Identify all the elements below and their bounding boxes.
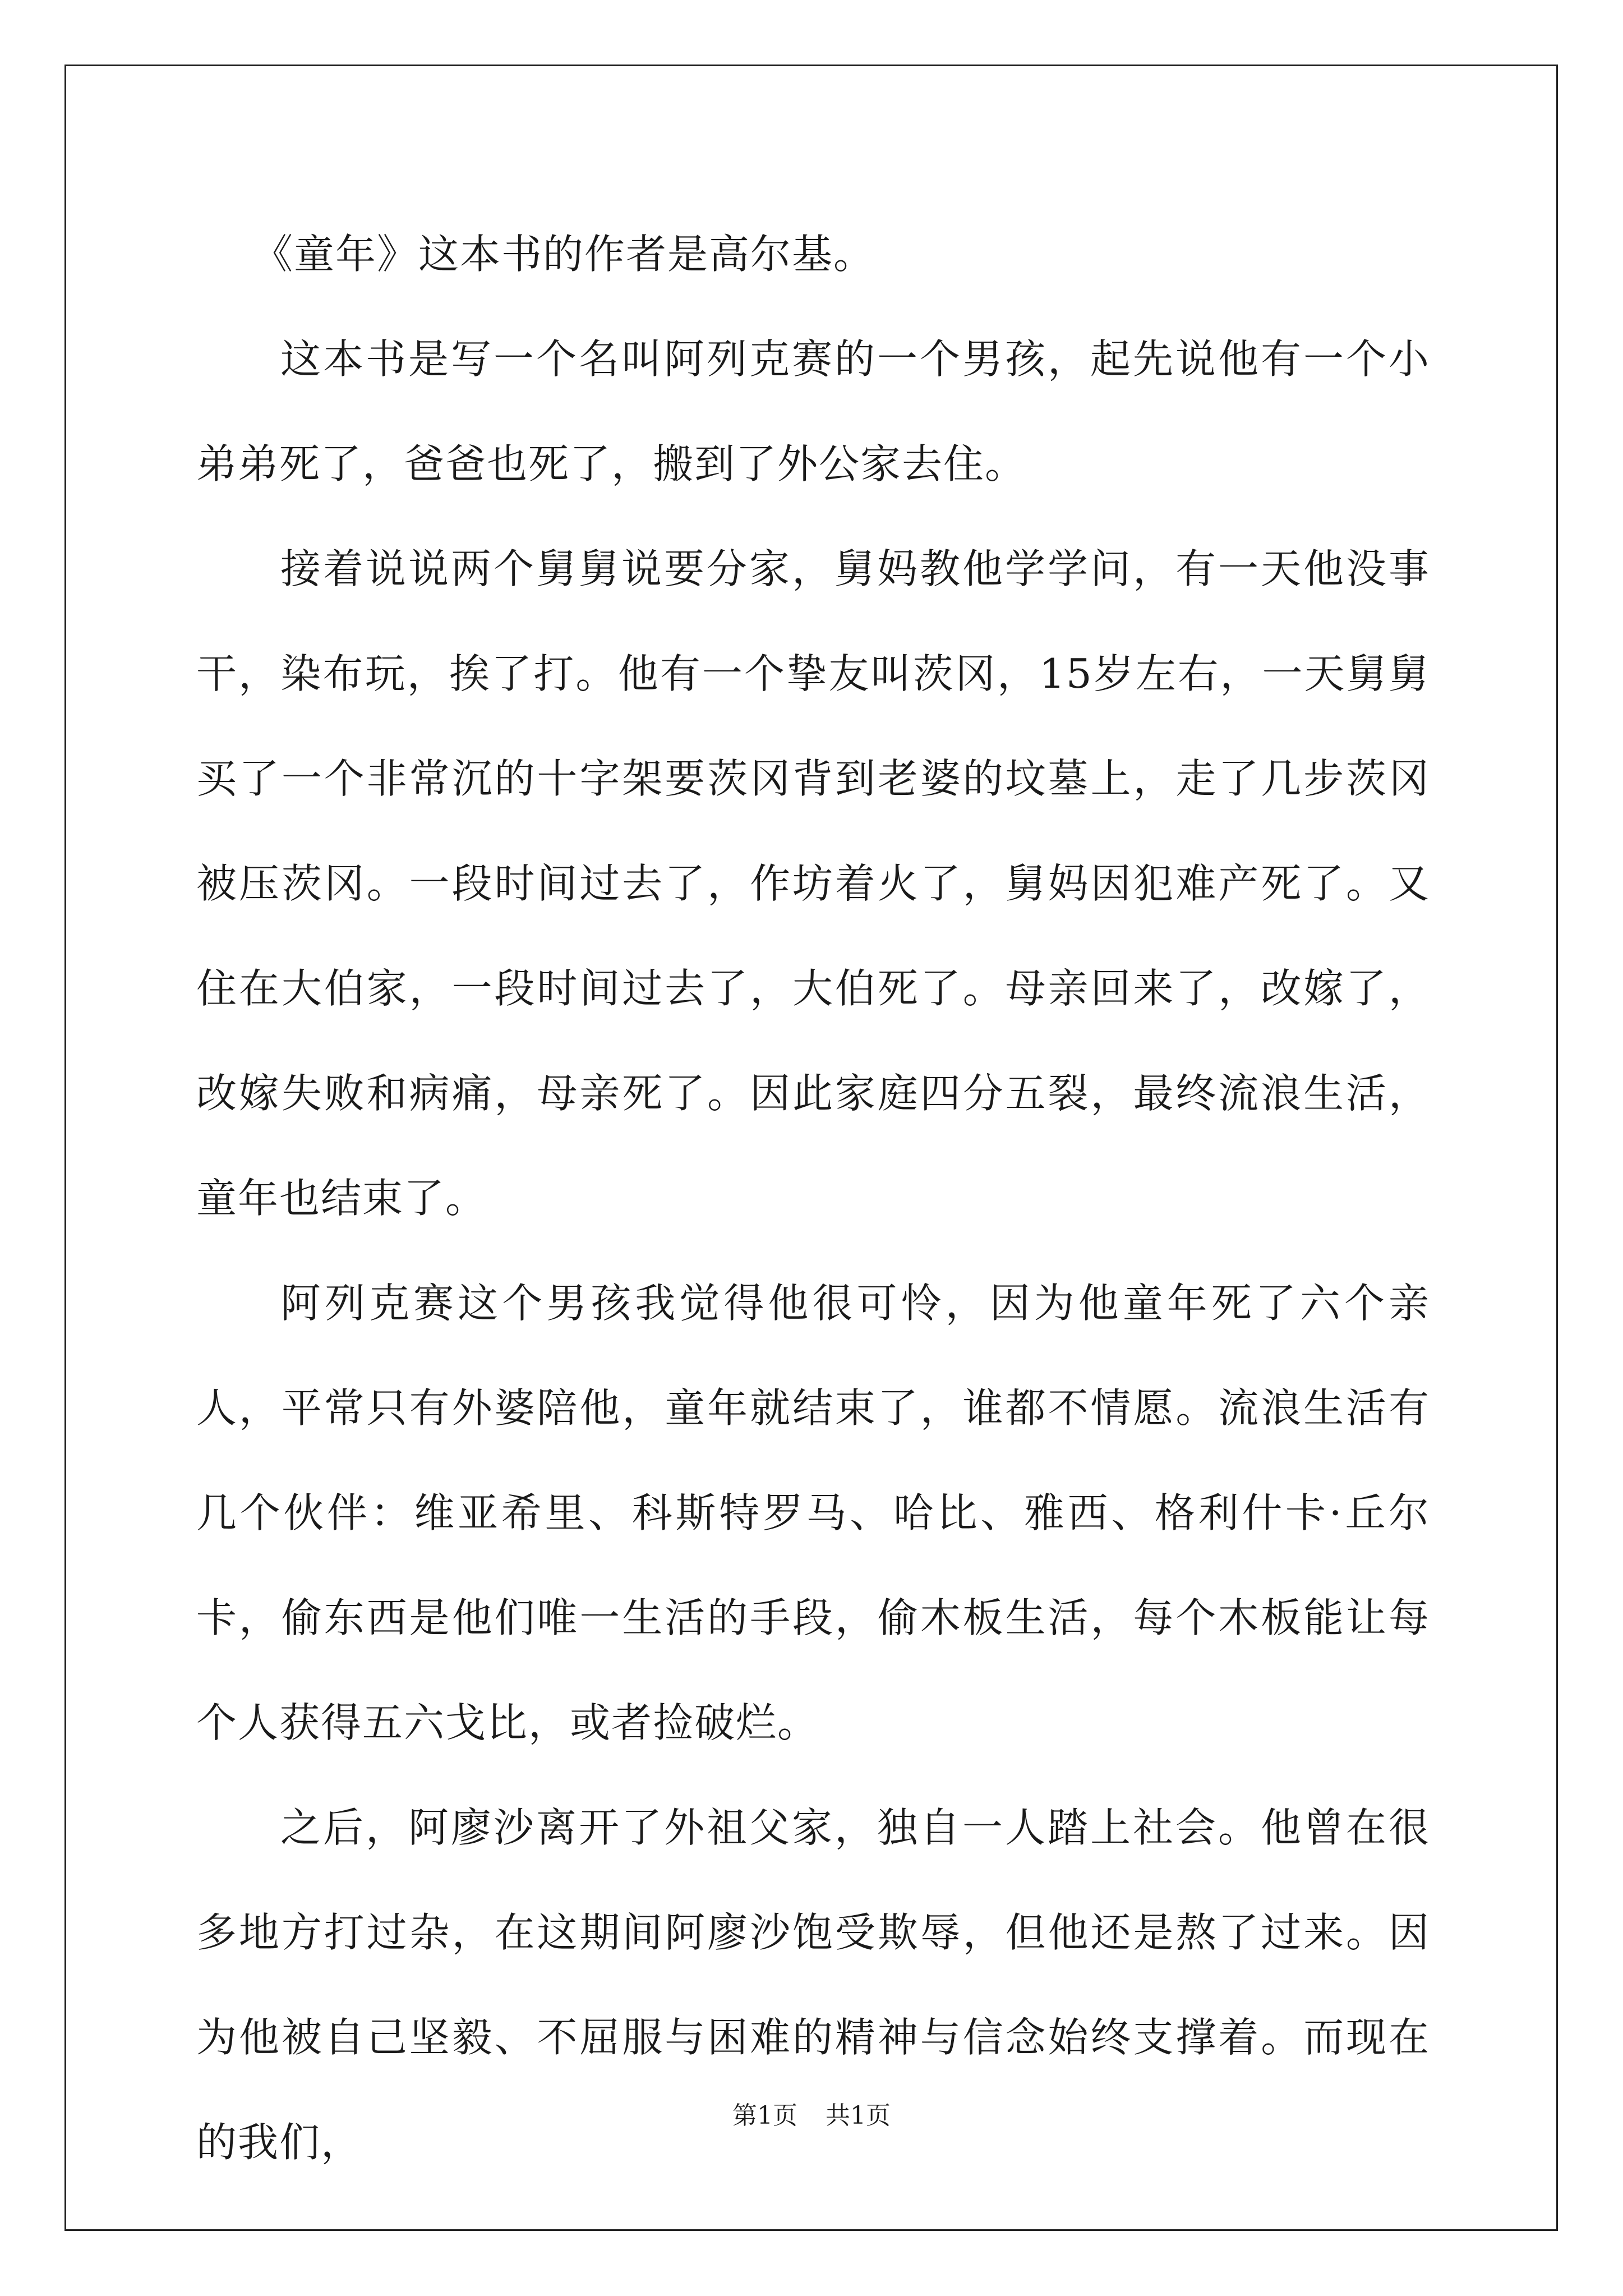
- paragraph-4: 阿列克赛这个男孩我觉得他很可怜，因为他童年死了六个亲人，平常只有外婆陪他，童年就结束了，谁都不情愿。流浪生活有几个伙伴：维亚希里、科斯特罗马、哈比、雅西、格利什卡·丘尔卡，偷东西是他们唯一生活的手段，偷木板生活，每个木板能让每个人获得五六戈比，或者捡破烂。: [196, 1280, 1430, 1746]
- paragraph-3: 接着说说两个舅舅说要分家，舅妈教他学学问，有一天他没事干，染布玩，挨了打。他有一个挚友叫茨冈，15岁左右，一天舅舅买了一个非常沉的十字架要茨冈背到老婆的坟墓上，走了几步茨冈被压茨冈。一段时间过去了，作坊着火了，舅妈因犯难产死了。又住在大伯家，一段时间过去了，大伯死了。母亲回来了，改嫁了，改嫁失败和病痛，母亲死了。因此家庭四分五裂，最终流浪生活，童年也结束了。: [196, 545, 1430, 1222]
- document-body: [196, 202, 1430, 2195]
- page-footer: [0, 2095, 1623, 2131]
- page-number: 第1页: [732, 2101, 797, 2130]
- paragraph-5: 之后，阿廖沙离开了外祖父家，独自一人踏上社会。他曾在很多地方打过杂，在这期间阿廖沙饱受欺辱，但他还是熬了过来。因为他被自己坚毅、不屈服与困难的精神与信念始终支撑着。而现在的我们，: [196, 1804, 1430, 2166]
- paragraph-1: 《童年》这本书的作者是高尔基。: [252, 231, 875, 278]
- page-total: 共1页: [826, 2101, 891, 2130]
- paragraph-2: 这本书是写一个名叫阿列克赛的一个男孩，起先说他有一个小弟弟死了，爸爸也死了，搬到了外公家去住。: [196, 335, 1430, 487]
